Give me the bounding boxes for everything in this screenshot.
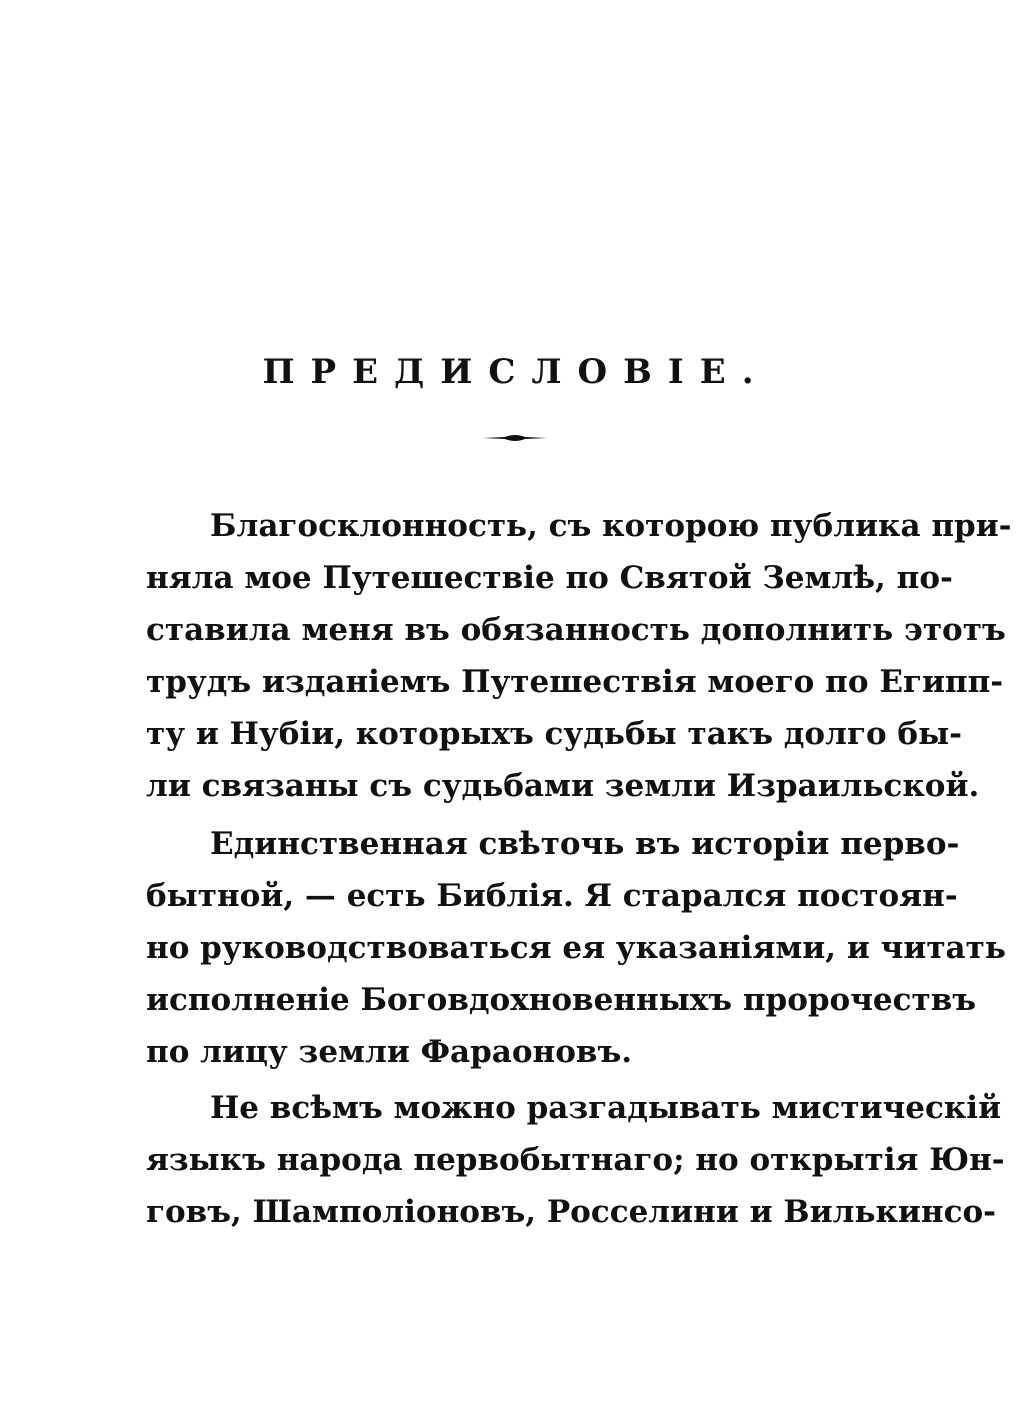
text-line: трудъ изданіемъ Путешествія моего по Египп-	[146, 664, 1004, 700]
text-line: Не всѣмъ можно разгадывать мистическій	[210, 1090, 1002, 1126]
text-line: исполненіе Боговдохновенныхъ пророчествъ	[146, 982, 977, 1018]
text-line: говъ, Шамполіоновъ, Росселини и Вилькинсо-	[146, 1194, 997, 1230]
text-line: Единственная свѣточь въ исторіи перво-	[210, 826, 960, 862]
text-line: Благосклонность, съ которою публика при-	[210, 508, 1012, 544]
text-line: по лицу земли Фараоновъ.	[146, 1034, 633, 1070]
paragraph-3	[146, 1082, 1005, 1238]
text-line: бытной, — есть Библія. Я старался постоян-	[146, 878, 958, 914]
paragraph-2	[146, 818, 1006, 1078]
text-line: языкъ народа первобытнаго; но открытія Юн-	[146, 1142, 1005, 1178]
text-line: ту и Нубіи, которыхъ судьбы такъ долго бы-	[146, 716, 963, 752]
ornament-rule-icon	[483, 432, 547, 444]
paragraph-1	[146, 500, 1012, 812]
text-line: ли связаны съ судьбами земли Израильской.	[146, 768, 980, 804]
text-line: ставила меня въ обязанность дополнить этотъ	[146, 612, 1006, 648]
text-line: но руководствоваться ея указаніями, и читать	[146, 930, 1006, 966]
text-line: няла мое Путешествіе по Святой Землѣ, по-	[146, 560, 953, 596]
page-title: ПРЕДИСЛОВІЕ.	[262, 352, 770, 392]
